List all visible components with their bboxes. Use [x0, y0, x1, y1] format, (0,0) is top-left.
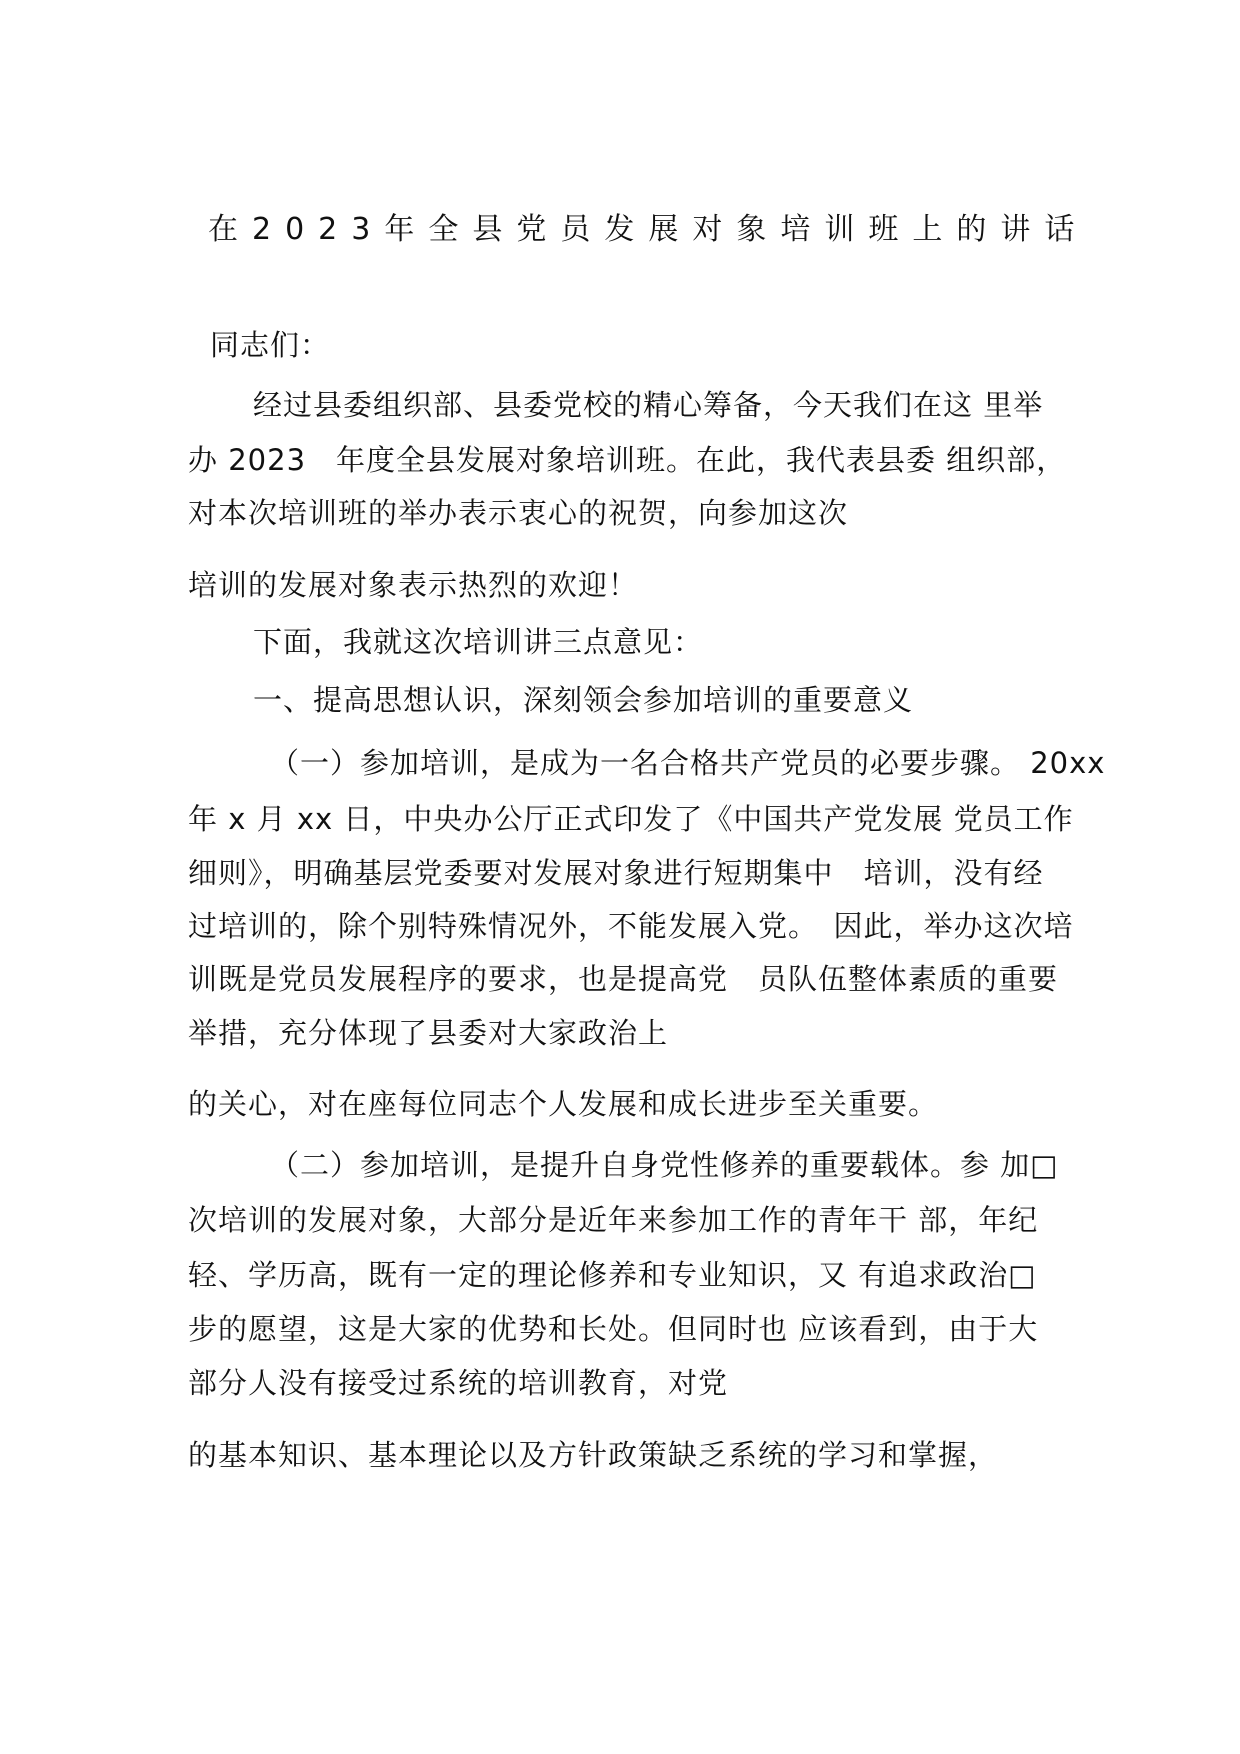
paragraph-line: 培训的发展对象表示热烈的欢迎！	[188, 568, 639, 602]
subsection-heading: （一）参加培训，是成为一名合格共产党员的必要步骤。 20xx	[270, 746, 1106, 780]
paragraph-line: 训既是党员发展程序的要求，也是提高党 员队伍整体素质的重要	[188, 962, 1059, 996]
salutation: 同志们：	[210, 328, 331, 362]
paragraph-line: 轻、学历高，既有一定的理论修养和专业知识，又 有追求政治□	[188, 1258, 1037, 1292]
paragraph-line: 过培训的，除个别特殊情况外，不能发展入党。 因此，举办这次培	[188, 909, 1074, 943]
subsection-heading: （二）参加培训，是提升自身党性修养的重要载体。参 加□	[270, 1148, 1059, 1182]
paragraph-line: 次培训的发展对象，大部分是近年来参加工作的青年干 部，年纪	[188, 1203, 1039, 1237]
document-title: 在2023年全县党员发展对象培训班上的讲话	[208, 212, 1089, 247]
paragraph-line: 年 x 月 xx 日，中央办公厅正式印发了《中国共产党发展 党员工作	[188, 802, 1074, 836]
paragraph-line: 的关心，对在座每位同志个人发展和成长进步至关重要。	[188, 1087, 939, 1121]
section-heading: 一、提高思想认识，深刻领会参加培训的重要意义	[253, 683, 914, 717]
paragraph-line: 步的愿望，这是大家的优势和长处。但同时也 应该看到，由于大	[188, 1312, 1039, 1346]
paragraph-line: 部分人没有接受过系统的培训教育，对党	[188, 1366, 729, 1400]
paragraph-line: 办 2023 年度全县发展对象培训班。在此，我代表县委 组织部，	[188, 443, 1067, 477]
paragraph-line: 对本次培训班的举办表示衷心的祝贺，向参加这次	[188, 496, 849, 530]
paragraph-line: 细则》，明确基层党委要对发展对象进行短期集中 培训，没有经	[188, 856, 1044, 890]
paragraph-line: 经过县委组织部、县委党校的精心筹备，今天我们在这 里举	[253, 388, 1044, 422]
paragraph-line: 下面，我就这次培训讲三点意见：	[253, 625, 704, 659]
paragraph-line: 的基本知识、基本理论以及方针政策缺乏系统的学习和掌握，	[188, 1438, 999, 1472]
paragraph-line: 举措，充分体现了县委对大家政治上	[188, 1016, 669, 1050]
